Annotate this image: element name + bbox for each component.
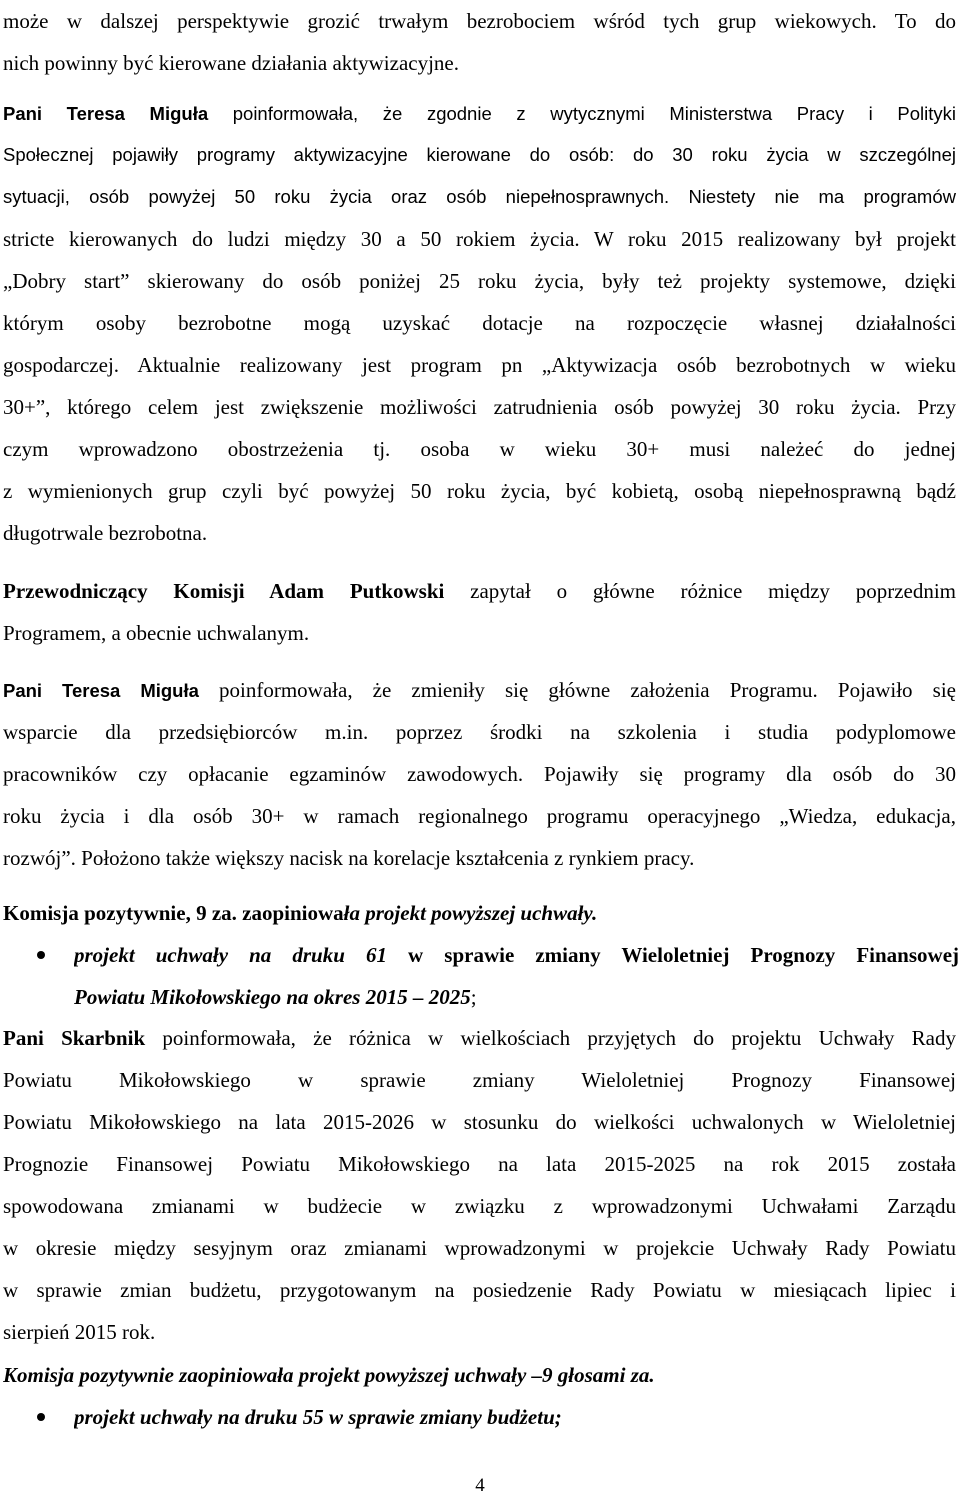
text-line: rozwój”. Położono także większy nacisk na korelacje kształcenia z rynkiem pracy. (3, 846, 695, 870)
text-line: wsparcie dla przedsiębiorców m.in. poprzez środki na szkolenia i studia podyplomowe (3, 720, 956, 744)
bullet-icon (37, 951, 45, 959)
text-line: roku życia i dla osób 30+ w ramach regionalnego programu operacyjnego „Wiedza, edukacja, (3, 804, 956, 828)
text-fragment: poinformowała, że zgodnie z wytycznymi Ministerstwa Pracy i Polityki (208, 103, 956, 124)
text-line: czym wprowadzono obostrzeżenia tj. osoba w wieku 30+ musi należeć do jednej (3, 437, 956, 461)
text-line: Powiatu Mikołowskiego na lata 2015-2026 w stosunku do wielkości uchwalonych w Wieloletniej (3, 1110, 956, 1134)
text-line: 30+”, którego celem jest zwiększenie możliwości zatrudnienia osób powyżej 30 roku życia. Przy (3, 395, 956, 419)
list-item-text (74, 1396, 959, 1438)
commission-conclusion (3, 1354, 956, 1396)
commission-conclusion (3, 892, 956, 934)
text-line: może w dalszej perspektywie grozić trwałym bezrobociem wśród tych grup wiekowych. To do (3, 9, 956, 33)
text-line: pracowników czy opłacanie egzaminów zawodowych. Pojawiły się programy dla osób do 30 (3, 762, 956, 786)
draft-subject: w sprawie zmiany Wieloletniej Prognozy Finansowej (386, 943, 959, 967)
paragraph-putkowski-question (3, 570, 956, 654)
list-item (3, 1396, 956, 1438)
speaker-name: Przewodniczący Komisji Adam Putkowski (3, 579, 445, 603)
text-line (3, 1017, 956, 1059)
draft-title: projekt uchwały na druku 55 w sprawie zmiany budżetu; (74, 1405, 562, 1429)
text-fragment: poinformowała, że zmieniły się główne założenia Programu. Pojawiło się (198, 678, 956, 702)
text-fragment: poinformowała, że różnica w wielkościach przyjętych do projektu Uchwały Rady (145, 1026, 956, 1050)
paragraph-skarbnik (3, 1017, 956, 1353)
text-line: gospodarczej. Aktualnie realizowany jest program pn „Aktywizacja osób bezrobotnych w wieku (3, 353, 956, 377)
text-line: Społecznej pojawiły programy aktywizacyjne kierowane do osób: do 30 roku życia w szczególnej (3, 144, 956, 165)
page-number: 4 (475, 1475, 485, 1496)
text-line: w sprawie zmian budżetu, przygotowanym na posiedzenie Rady Powiatu w miesiącach lipiec i (3, 1278, 956, 1302)
text-line: Programem, a obecnie uchwalanym. (3, 621, 310, 645)
list-item-text (74, 934, 959, 1018)
draft-subject-cont: Powiatu Mikołowskiego na okres 2015 – 2025 (74, 985, 471, 1009)
text-line (3, 1354, 956, 1396)
speaker-name: Pani Skarbnik (3, 1026, 146, 1050)
text-line (3, 892, 956, 934)
text-line: w okresie między sesyjnym oraz zmianami wprowadzonymi w projekcie Uchwały Rady Powiatu (3, 1236, 956, 1260)
paragraph-miguła-programs (3, 92, 956, 554)
text-line: „Dobry start” skierowany do osób poniżej 25 roku życia, były też projekty systemowe, dzięki (3, 269, 956, 293)
text-line (3, 570, 956, 612)
text-line: sierpień 2015 rok. (3, 1320, 156, 1344)
list-item (3, 934, 959, 1018)
text-line: stricte kierowanych do ludzi między 30 a 50 rokiem życia. W roku 2015 realizowany był projekt (3, 227, 956, 251)
text-line: nich powinny być kierowane działania aktywizacyjne. (3, 51, 459, 75)
conclusion-bold-italic: ła projekt powyższej uchwały. (343, 901, 598, 925)
text-line: Powiatu Mikołowskiego w sprawie zmiany Wieloletniej Prognozy Finansowej (3, 1068, 956, 1092)
speaker-name: Pani Teresa Miguła (3, 680, 199, 701)
paragraph-miguła-changes (3, 669, 956, 879)
text-line (74, 934, 959, 976)
text-line: z wymienionych grup czyli być powyżej 50 roku życia, być kobietą, osobą niepełnosprawną bądź (3, 479, 956, 503)
paragraph-continuation (3, 0, 956, 84)
text-line (74, 1396, 959, 1438)
text-line (74, 976, 959, 1018)
text-line: Prognozie Finansowej Powiatu Mikołowskiego na lata 2015-2025 na rok 2015 została (3, 1152, 956, 1176)
conclusion-bold: Komisja pozytywnie, 9 za. zaopiniowa (3, 901, 344, 925)
text-line (3, 92, 956, 134)
text-line: sytuacji, osób powyżej 50 roku życia oraz osób niepełnosprawnych. Niestety nie ma programów (3, 186, 956, 207)
text-line: długotrwale bezrobotna. (3, 521, 208, 545)
bullet-icon (37, 1413, 45, 1421)
speaker-name: Pani Teresa Miguła (3, 103, 209, 124)
text-line: spowodowana zmianami w budżecie w związku z wprowadzonymi Uchwałami Zarządu (3, 1194, 956, 1218)
text-fragment: zapytał o główne różnice między poprzednim (444, 579, 956, 603)
draft-number: projekt uchwały na druku 61 (74, 943, 387, 967)
conclusion-text: Komisja pozytywnie zaopiniowała projekt powyższej uchwały –9 głosami za. (3, 1363, 655, 1387)
text-line: którym osoby bezrobotne mogą uzyskać dotacje na rozpoczęcie własnej działalności (3, 311, 956, 335)
text-line (3, 669, 956, 711)
text-fragment: ; (470, 985, 477, 1009)
